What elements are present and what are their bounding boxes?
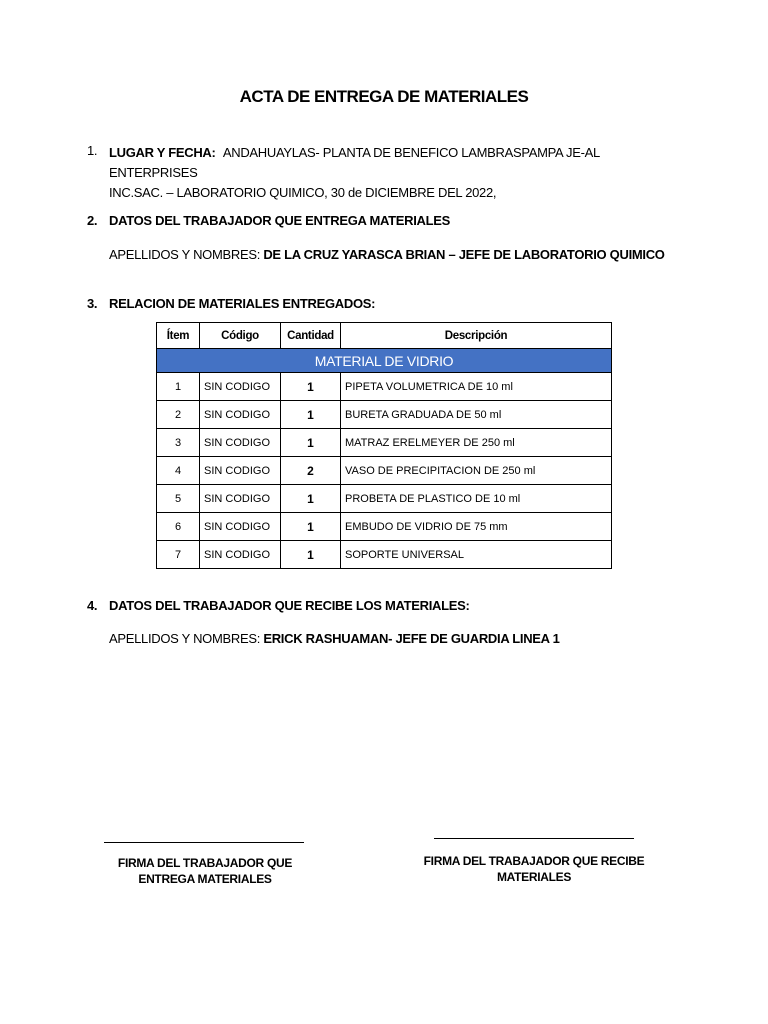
cell-desc: BURETA GRADUADA DE 50 ml [341,401,612,429]
section-number: 3. [87,296,98,311]
cell-desc: PIPETA VOLUMETRICA DE 10 ml [341,373,612,401]
cell-code: SIN CODIGO [200,457,281,485]
signature-right-line2: MATERIALES [496,870,572,884]
cell-item: 1 [157,373,200,401]
col-header-qty: Cantidad [281,323,341,349]
cell-desc: PROBETA DE PLASTICO DE 10 ml [341,485,612,513]
lugar-fecha-line1: ANDAHUAYLAS- PLANTA DE BENEFICO LAMBRASPAMPA JE-AL ENTERPRISES [109,145,600,180]
cell-qty: 1 [281,401,341,429]
cell-desc: SOPORTE UNIVERSAL [341,541,612,569]
recibe-heading-text: DATOS DEL TRABAJADOR QUE RECIBE LOS MATERIALES: [109,598,470,613]
cell-desc: EMBUDO DE VIDRIO DE 75 mm [341,513,612,541]
signature-line-right [434,838,634,839]
table-row [157,373,612,401]
entrega-name-label: APELLIDOS Y NOMBRES: [109,247,261,262]
signature-label-left [90,855,320,887]
signature-left-line2: ENTREGA MATERIALES [138,872,272,886]
signature-line-left [104,842,304,843]
cell-desc: MATRAZ ERELMEYER DE 250 ml [341,429,612,457]
cell-item: 5 [157,485,200,513]
document-title: ACTA DE ENTREGA DE MATERIALES [239,87,529,106]
signature-left-line1: FIRMA DEL TRABAJADOR QUE [117,856,293,870]
cell-desc: VASO DE PRECIPITACION DE 250 ml [341,457,612,485]
lugar-fecha-line2: INC.SAC. – LABORATORIO QUIMICO, 30 de DICIEMBRE DEL 2022, [109,185,497,200]
cell-item: 3 [157,429,200,457]
col-header-code: Código [200,323,281,349]
section-number: 1. [87,143,98,158]
cell-item: 4 [157,457,200,485]
cell-code: SIN CODIGO [200,513,281,541]
signature-right-line1: FIRMA DEL TRABAJADOR QUE RECIBE [423,854,645,868]
entrega-name-row [109,247,709,262]
entrega-heading-text: DATOS DEL TRABAJADOR QUE ENTREGA MATERIALES [109,213,451,228]
cell-code: SIN CODIGO [200,485,281,513]
group-label: MATERIAL DE VIDRIO [157,349,612,373]
cell-qty: 1 [281,485,341,513]
cell-qty: 1 [281,541,341,569]
recibe-name-value: ERICK RASHUAMAN- JEFE DE GUARDIA LINEA 1 [263,631,560,646]
table-row [157,485,612,513]
cell-qty: 1 [281,373,341,401]
cell-code: SIN CODIGO [200,429,281,457]
section-number: 2. [87,213,98,228]
table-header-row [157,323,612,349]
col-header-desc: Descripción [341,323,612,349]
cell-qty: 2 [281,457,341,485]
table-row [157,541,612,569]
cell-item: 2 [157,401,200,429]
group-row [157,349,612,373]
cell-qty: 1 [281,513,341,541]
lugar-fecha-label: LUGAR Y FECHA: [109,145,216,160]
cell-code: SIN CODIGO [200,401,281,429]
cell-code: SIN CODIGO [200,373,281,401]
cell-qty: 1 [281,429,341,457]
section-number: 4. [87,598,98,613]
relacion-heading-text: RELACION DE MATERIALES ENTREGADOS: [109,296,376,311]
table-row [157,513,612,541]
entrega-name-value: DE LA CRUZ YARASCA BRIAN – JEFE DE LABORATORIO QUIMICO [263,247,665,262]
table-row [157,429,612,457]
table-row [157,457,612,485]
recibe-name-label: APELLIDOS Y NOMBRES: [109,631,261,646]
cell-code: SIN CODIGO [200,541,281,569]
signature-label-right [419,853,649,885]
cell-item: 6 [157,513,200,541]
recibe-name-row [109,631,709,646]
materials-table [156,322,612,569]
col-header-item: Ítem [157,323,200,349]
cell-item: 7 [157,541,200,569]
table-row [157,401,612,429]
